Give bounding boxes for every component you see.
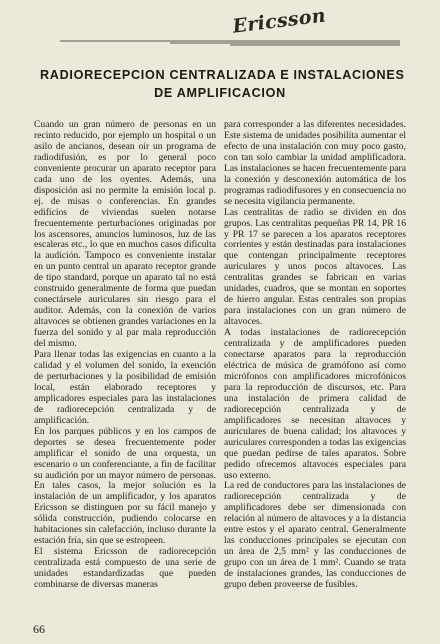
body-paragraph: Para llenar todas las exigencias en cuanto a la calidad y el volumen del sonido, la exención de perturbaciones y la posibilidad de emisión local, están elaborado receptores y amplicadores especiales para las instalaciones de radiorecepción centralizada y de amplificación.: [34, 349, 216, 426]
left-text-column: [34, 120, 216, 591]
body-paragraph: Las centralitas de radio se dividen en dos grupos. Las centralitas pequeñas PR 14, PR 16 y PR 17 se parecen a los aparatos receptores corrientes y están destinadas para instalaciones que contengan principalmente receptores auriculares y unos pocos altavoces. Las centralitas grandes se fabrican en varias unidades, cuadros, que se montan en soportes de hierro angular. Estas centrales son propias para instalaciones con un gran número de altavoces.: [224, 206, 406, 328]
body-paragraph: La red de conductores para las instalaciones de radiorecepción centralizada y de amplificadores debe ser dimensionada con relación al número de altavoces y a la distancia entre estos y el aparato central. Generalmente las conducciones principales se ejecutan con un área de 2,5 mm² y las conducciones de grupo con un área de 1 mm². Cuando se trata de instalaciones grandes, las conducciones de grupo deben proveerse de fusibles.: [224, 480, 406, 591]
body-paragraph: En los parques públicos y en los campos de deportes se desea frecuentemente poder amplificar el sonido de una orquesta, un escenario o un conferenciante, a fin de facilitar su audición por un mayor número de personas. En tales casos, la mejor solución es la instalación de un amplificador, y los aparatos Ericsson se distinguen por su fácil manejo y sólida construcción, pudiendo colocarse en habitaciones sin calefacción, incluso durante la estación fría, sin que se estropeen.: [34, 425, 216, 547]
ericsson-logo: Ericsson: [231, 4, 327, 38]
page-title-line-2: DE AMPLIFICACION: [154, 86, 286, 100]
brand-rule: [60, 32, 400, 48]
body-paragraph: A todas instalaciones de radiorecepción centralizada y de amplificadores pueden conectarse aparatos para la reproducción eléctrica de música de gramófono así como micrófonos con amplificadores microfónicos para la reproducción de discursos, etc. Para una instalación de primera calidad de radiorecepción centralizada y de amplificadores se necesitan altavoces y auriculares de buena calidad; los altavoces y auriculares corresponden a todas las exigencias que puedan pedirse de tales aparatos. Sobre pedido ofrecemos altavoces especiales para uso externo.: [224, 327, 406, 481]
page-title-line-1: RADIORECEPCION CENTRALIZADA E INSTALACIONES: [40, 68, 405, 82]
body-paragraph: Cuando un gran número de personas en un recinto reducido, por ejemplo un hospital o un asilo de ancianos, desean oír un programa de radiodifusión, es por lo general poco conveniente procurar un aparato receptor para cada uno de los oyentes. Además, una disposición así no permite la emisión local p. ej. de misas o conferencias. En grandes edificios de viviendas suelen notarse frecuentemente perturbaciones originadas por los ascensores, anuncios luminosos, luz de las escaleras etc., lo que en muchos casos dificulta la audición. Tampoco es conveniente instalar en un punto central un aparato receptor grande de tipo standard, porque un aparato tal no está construido generalmente de forma que puedan conectársele auriculares sin riesgo para el auditor. Además, con la conexión de varios altavoces se obtienen grandes variaciones en la fuerza del sonido y al par mala reproducción del mismo.: [34, 119, 216, 350]
body-paragraph: El sistema Ericsson de radiorecepción centralizada está compuesto de una serie de unidades estandardizadas que pueden combinarse de diversas maneras: [34, 546, 216, 591]
page-number: 66: [33, 622, 45, 636]
body-paragraph: para corresponder a las diferentes necesidades. Este sistema de unidades posibilita aumentar el efecto de una instalación con muy poco gasto, con tan solo cambiar la unidad amplificadora. Las instalaciones se hacen frecuentemente para la conexión y desconexión automática de los programas radiodifusores y en consecuencia no se necesita vigilancia permanente.: [224, 119, 406, 207]
right-text-column: [224, 120, 406, 591]
